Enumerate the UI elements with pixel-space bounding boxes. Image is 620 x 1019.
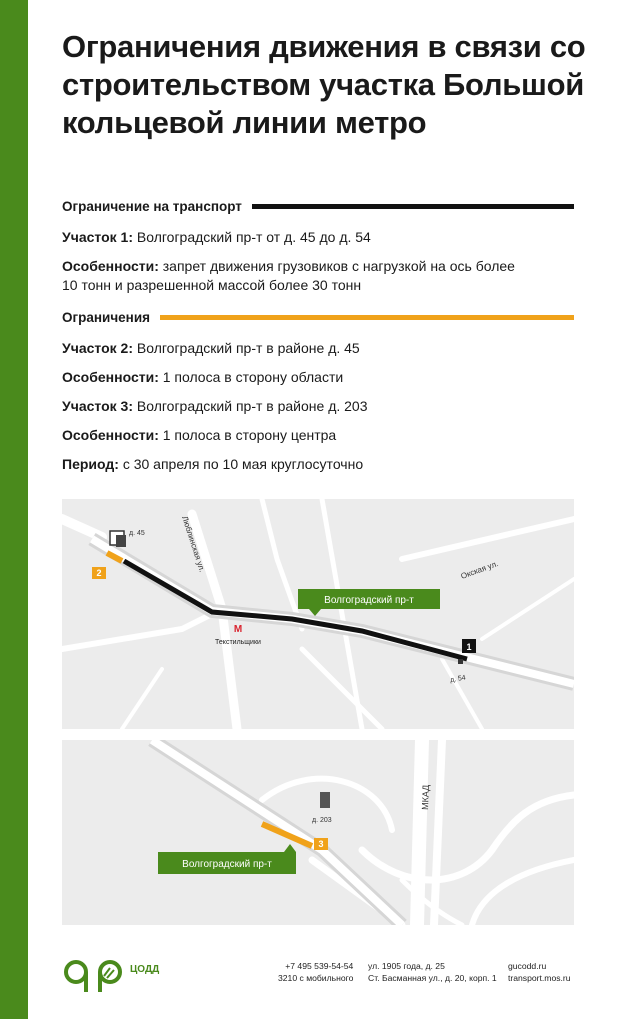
restrictions-heading-text: Ограничения	[62, 310, 151, 325]
restrictions-heading	[62, 310, 574, 325]
section-2-label: Участок 2:	[62, 340, 133, 356]
page-title: Ограничения движения в связи со строительством участка Большой кольцевой линии метро	[62, 29, 586, 140]
black-divider-line	[252, 204, 574, 209]
section-3-row	[62, 397, 582, 416]
map-2-road-label-pointer	[284, 844, 296, 852]
left-accent-bar	[0, 0, 28, 1019]
lyublinskaya-label: Люблинская ул.	[180, 514, 207, 574]
footer	[62, 958, 582, 998]
mkad-label: МКАД	[420, 784, 431, 811]
section-3-text: Волгоградский пр-т в районе д. 203	[136, 398, 368, 414]
features-1-line2: 10 тонн и разрешенной массой более 30 тонн	[62, 277, 362, 293]
section-1-row	[62, 228, 582, 247]
features-1-label: Особенности:	[62, 258, 159, 274]
addresses	[368, 960, 497, 984]
metro-m-icon: M	[233, 624, 243, 635]
address-2: Ст. Басманная ул., д. 20, корп. 1	[368, 973, 497, 983]
website-link-2[interactable]: transport.mos.ru	[508, 973, 571, 983]
building-45-label: д. 45	[129, 530, 145, 537]
map-2-road-label: Волгоградский пр-т	[182, 859, 272, 870]
map-1-road-label-pointer	[309, 609, 321, 616]
period-row	[62, 455, 582, 474]
phone: +7 495 539-54-54	[285, 961, 354, 971]
building-203-label: д. 203	[312, 817, 332, 824]
metro-station-label: Текстильщики	[215, 639, 261, 646]
org-name: ЦОДД	[130, 964, 160, 975]
map-1	[62, 499, 574, 729]
transport-restriction-heading-text: Ограничение на транспорт	[62, 199, 242, 214]
map-2-svg	[62, 740, 574, 925]
websites	[508, 960, 571, 984]
features-3-text: 1 полоса в сторону центра	[162, 427, 337, 443]
okskaya-label: Окская ул.	[459, 559, 500, 581]
features-1-line1: запрет движения грузовиков с нагрузкой на ось более	[162, 258, 515, 274]
map-2	[62, 740, 574, 925]
building-45-shade	[116, 535, 126, 547]
website-link-1[interactable]: gucodd.ru	[508, 961, 547, 971]
marker-1-label: 1	[466, 642, 472, 652]
marker-2-label: 2	[96, 568, 102, 578]
map-1-road-label: Волгоградский пр-т	[324, 595, 414, 606]
section-3-label: Участок 3:	[62, 398, 133, 414]
features-1-row	[62, 257, 582, 295]
period-text: с 30 апреля по 10 мая круглосуточно	[122, 456, 364, 472]
transport-restriction-heading	[62, 199, 574, 214]
features-2-text: 1 полоса в сторону области	[162, 369, 344, 385]
mobile-phone: 3210 с мобильного	[278, 973, 354, 983]
features-3-row	[62, 426, 582, 445]
orange-divider-line	[160, 315, 574, 320]
map-2-background-roads	[262, 740, 574, 925]
features-2-label: Особенности:	[62, 369, 159, 385]
features-2-row	[62, 368, 582, 387]
section-1-label: Участок 1:	[62, 229, 133, 245]
contact-phones	[278, 960, 353, 984]
section-2-text: Волгоградский пр-т в районе д. 45	[136, 340, 360, 356]
building-203	[320, 792, 330, 808]
section-2-row	[62, 339, 582, 358]
map-1-svg	[62, 499, 574, 729]
section-1-text: Волгоградский пр-т от д. 45 до д. 54	[136, 229, 371, 245]
period-label: Период:	[62, 456, 119, 472]
building-54-label: д. 54	[449, 674, 467, 685]
building-54	[458, 659, 463, 664]
address-1: ул. 1905 года, д. 25	[368, 961, 445, 971]
features-3-label: Особенности:	[62, 427, 159, 443]
marker-3-label: 3	[318, 839, 324, 849]
